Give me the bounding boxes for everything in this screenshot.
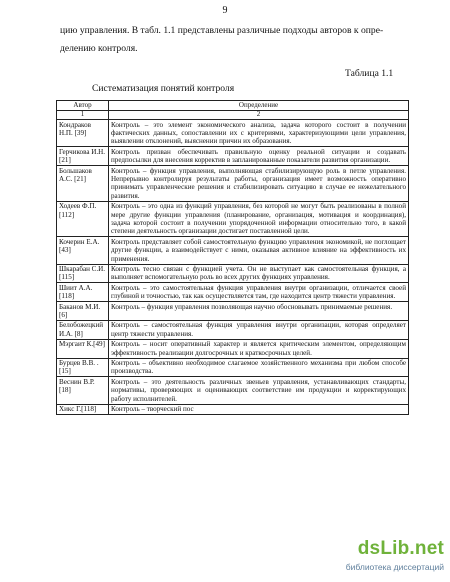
column-number-1: 1 [57, 110, 109, 120]
author-cell: Ходеев Ф.П. [112] [57, 201, 109, 237]
author-cell: Баканов М.И.[6] [57, 302, 109, 321]
author-cell: Шкарабан С.И. [115] [57, 264, 109, 283]
definition-cell: Контроль – это одна из функций управления, без которой не могут быть реализованы в полной мере другие функции управления (планирование, организация, мотивация и координация), задача которой состоит в получении упорядоченной информации относительно того, в какой степени деятельность организации достигает поставленной цели. [109, 201, 409, 237]
table-row [57, 404, 409, 414]
table-header-row [57, 101, 409, 111]
author-cell: Хикс Г.[118] [57, 404, 109, 414]
definition-cell: Контроль – функция управления, выполняющая стабилизирующую роль в петле управления. Непрерывно контролируя результаты работы, организация имеет возможность оперативно принимать управленческие решения и стабилизировать ситуацию в случае ее нежелательного развития. [109, 166, 409, 202]
table-row [57, 201, 409, 237]
intro-line-2: делению контроля. [60, 43, 138, 54]
definition-cell: Контроль – носит оперативный характер и является критическим элементом, определяющим эффективность реализации долгосрочных и краткосрочных целей. [109, 339, 409, 358]
definition-cell: Контроль – функция управления позволяющая научно обосновывать принимаемые решения. [109, 302, 409, 321]
author-cell: Кондраков Н.П. [39] [57, 120, 109, 147]
table-row [57, 147, 409, 166]
table-row [57, 166, 409, 202]
author-cell: Веснин В.Р.[18] [57, 377, 109, 404]
table-row [57, 358, 409, 377]
intro-paragraph [60, 22, 410, 58]
definition-cell: Контроль – это деятельность различных звеньев управления, устанавливающих стандарты, нормативы, проверяющих и оценивающих соответствие им продукции и корректирующих работу исполнителей. [109, 377, 409, 404]
author-cell: Большаков А.С. [21] [57, 166, 109, 202]
definition-cell: Контроль представляет собой самостоятельную функцию управления экономикой, не поглощает другие функции, а взаимодействует с ними, оказывая активное влияние на эффективность их применения. [109, 237, 409, 264]
table-row [57, 120, 409, 147]
author-cell: Герчикова И.Н.[21] [57, 147, 109, 166]
table-number-row [57, 110, 409, 120]
author-cell: Бурцев В.В. .[15] [57, 358, 109, 377]
intro-line-1: цию управления. В табл. 1.1 представлены различные подходы авторов к опре- [60, 25, 384, 36]
author-cell: Белобожецкий И.А. [8] [57, 320, 109, 339]
table-row [57, 377, 409, 404]
definition-cell: Контроль – объективно необходимое слагаемое хозяйственного механизма при любом способе производства. [109, 358, 409, 377]
table-row [57, 302, 409, 321]
definition-cell: Контроль – это самостоятельная функция управления внутри организации, отличается своей глубиной и точностью, так как осуществляется там, где находится центр тяжести управления. [109, 283, 409, 302]
table-row [57, 264, 409, 283]
author-cell: Шиит А.А. [118] [57, 283, 109, 302]
header-definition: Определение [109, 101, 409, 111]
table-row [57, 320, 409, 339]
table-row [57, 283, 409, 302]
author-cell: Мэргаит К.[49] [57, 339, 109, 358]
definition-cell: Контроль – это элемент экономического анализа, задача которого состоит в получении фактических данных, сопоставлении их с критериями, характеризующими цели управления, выявлении отклонений, выяснении причин их образования. [109, 120, 409, 147]
table-row [57, 237, 409, 264]
table-title: Систематизация понятий контроля [92, 83, 235, 94]
concepts-table [56, 100, 409, 415]
column-number-2: 2 [109, 110, 409, 120]
definition-cell: Контроль – творческий пос [109, 404, 409, 414]
definition-cell: Контроль – самостоятельная функция управления внутри организации, которая определяет центр тяжести управления. [109, 320, 409, 339]
header-author: Автор [57, 101, 109, 111]
page-number: 9 [222, 5, 228, 16]
watermark-subtitle: библиотека диссертаций [345, 562, 444, 572]
dslib-logo[interactable]: dsLib.net [357, 538, 444, 559]
watermark[interactable] [334, 538, 444, 578]
table-row [57, 339, 409, 358]
definition-cell: Контроль тесно связан с функцией учета. Он не выступает как самостоятельная функция, а выполняет вспомогательную роль во всех других функциях управления. [109, 264, 409, 283]
definition-cell: Контроль призван обеспечивать правильную оценку реальной ситуации и создавать предпосылки для внесения корректив в запланированные показатели развития организации. [109, 147, 409, 166]
author-cell: Кочерин Е.А. [43] [57, 237, 109, 264]
table-label: Таблица 1.1 [345, 68, 394, 79]
